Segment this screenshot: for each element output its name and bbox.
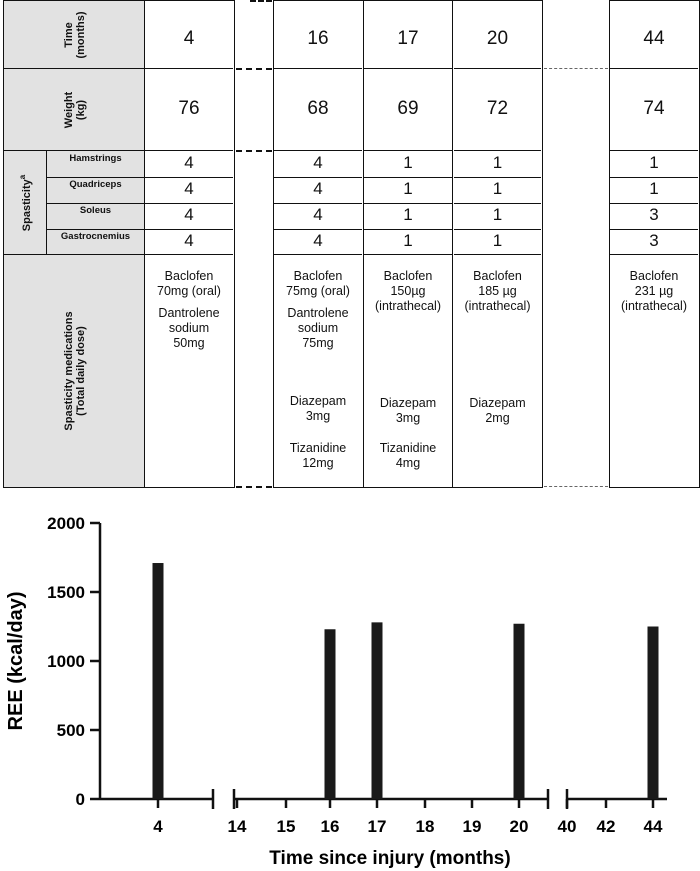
y-tick-label: 1500 [47, 583, 85, 602]
break-connector [250, 0, 272, 2]
break-connector [236, 68, 272, 70]
weight-label: Weight (kg) [62, 91, 87, 129]
weight-value: 76 [178, 98, 200, 119]
spasticity-score: 4 [184, 205, 194, 224]
row-divider [364, 177, 452, 178]
x-tick-label: 20 [509, 817, 529, 836]
spasticity-score: 4 [313, 231, 323, 250]
medication-entry: Diazepam 3mg [289, 394, 347, 423]
row-divider [610, 68, 698, 69]
column-cells [454, 1, 541, 487]
medication-entry: Baclofen 231 µg (intrathecal) [621, 269, 687, 313]
bar-month-16 [325, 629, 336, 799]
x-axis-label: Time since injury (months) [269, 848, 511, 869]
row-divider [274, 254, 362, 255]
break-connector [544, 68, 608, 69]
x-tick-label: 18 [415, 817, 435, 836]
spasticity-score: 1 [492, 179, 503, 198]
row-divider [274, 150, 362, 151]
x-tick-label: 14 [227, 817, 247, 836]
weight-value: 72 [486, 98, 509, 119]
row-divider [610, 177, 698, 178]
spasticity-score: 1 [403, 153, 413, 172]
row-divider [454, 68, 541, 69]
spasticity-score: 4 [313, 153, 323, 172]
spasticity-score: 4 [184, 179, 194, 198]
row-divider [46, 229, 145, 230]
y-tick-label: 2000 [47, 514, 85, 533]
break-connector [544, 486, 608, 487]
spasticity-score: 1 [403, 179, 413, 198]
data-column-month-4 [144, 0, 235, 488]
row-header-medications [3, 254, 146, 488]
y-tick-label: 500 [56, 721, 85, 740]
medication-entry: Dantrolene sodium 50mg [158, 306, 220, 350]
data-column-month-44 [609, 0, 700, 488]
row-divider [454, 254, 541, 255]
medication-entry: Baclofen 75mg (oral) [286, 269, 350, 298]
row-divider [145, 68, 233, 69]
spasticity-score: 3 [649, 205, 659, 224]
spasticity-score: 1 [649, 179, 659, 198]
weight-value: 74 [643, 98, 665, 119]
y-tick-label: 1000 [47, 652, 85, 671]
spasticity-score: 4 [313, 205, 323, 224]
row-divider [364, 254, 452, 255]
row-divider [46, 177, 145, 178]
row-divider [274, 229, 362, 230]
medication-entry: Baclofen 150µg (intrathecal) [375, 269, 441, 313]
row-divider [145, 150, 233, 151]
row-divider [145, 229, 233, 230]
row-divider [145, 177, 233, 178]
row-divider [364, 229, 452, 230]
medication-entry: Tizanidine 4mg [379, 441, 437, 470]
time-value: 4 [183, 28, 195, 49]
y-tick-label: 0 [75, 790, 85, 809]
y-axis-label: REE (kcal/day) [5, 591, 27, 731]
column-cells [364, 1, 452, 487]
x-tick-label: 42 [596, 817, 616, 836]
time-value: 16 [307, 28, 329, 49]
medication-entry: Tizanidine 12mg [289, 441, 347, 470]
x-tick-label: 15 [276, 817, 296, 836]
spasticity-score: 1 [492, 231, 503, 250]
spasticity-score: 1 [492, 205, 503, 224]
spasticity-score: 4 [313, 179, 323, 198]
time-label: Time (months) [62, 11, 87, 59]
spasticity-score: 1 [649, 153, 659, 172]
column-divider [452, 1, 453, 487]
bar-month-4 [153, 563, 164, 799]
row-header-time [3, 0, 146, 70]
time-value: 20 [486, 28, 509, 49]
x-tick-label: 16 [320, 817, 340, 836]
row-divider [364, 150, 452, 151]
ree-bar-chart [0, 491, 700, 871]
bar-month-20 [514, 624, 525, 799]
spasticity-score: 3 [649, 231, 659, 250]
spasticity-label: Spasticity$^a$ [18, 174, 33, 231]
muscle-label: Hamstrings [69, 153, 122, 164]
row-divider [46, 203, 145, 204]
chart-bars [153, 563, 659, 799]
row-header-weight [3, 68, 146, 152]
row-divider [454, 177, 541, 178]
break-connector [236, 486, 272, 488]
muscle-labels [46, 151, 145, 254]
spasticity-score: 4 [184, 231, 194, 250]
medication-entry: Baclofen 70mg (oral) [157, 269, 221, 298]
time-value: 17 [397, 28, 419, 49]
column-cells [610, 1, 698, 487]
bar-month-17 [372, 622, 383, 799]
row-divider [145, 254, 233, 255]
muscle-label: Gastrocnemius [60, 231, 131, 242]
x-tick-label: 19 [462, 817, 482, 836]
row-divider [610, 150, 698, 151]
spasticity-score: 1 [403, 231, 413, 250]
spasticity-score: 4 [184, 153, 194, 172]
weight-value: 69 [397, 98, 419, 119]
column-divider [363, 1, 364, 487]
spasticity-footnote-marker: a [18, 174, 28, 179]
row-header-spasticity [3, 150, 146, 256]
row-divider [364, 203, 452, 204]
column-cells [274, 1, 362, 487]
medication-entry: Dantrolene sodium 75mg [287, 306, 349, 350]
row-divider [274, 68, 362, 69]
x-tick-label: 44 [643, 817, 663, 836]
medication-entry: Baclofen 185 µg (intrathecal) [464, 269, 531, 313]
medication-entry: Diazepam 2mg [469, 396, 526, 425]
muscle-label: Soleus [79, 205, 112, 216]
row-divider [454, 150, 541, 151]
medications-label: Spasticity medications (Total daily dose) [62, 311, 87, 431]
column-cells [145, 1, 233, 487]
bar-month-44 [648, 627, 659, 800]
x-tick-label: 4 [153, 817, 163, 836]
data-column-group-months-16-20 [273, 0, 543, 488]
spasticity-score: 1 [403, 205, 413, 224]
row-divider [610, 203, 698, 204]
time-value: 44 [643, 28, 665, 49]
row-divider [610, 254, 698, 255]
muscle-label: Quadriceps [69, 179, 122, 190]
row-divider [145, 203, 233, 204]
row-divider [364, 68, 452, 69]
spasticity-score: 1 [492, 153, 503, 172]
row-divider [454, 203, 541, 204]
row-divider [610, 229, 698, 230]
medication-entry: Diazepam 3mg [379, 396, 437, 425]
weight-value: 68 [307, 98, 329, 119]
row-divider [274, 203, 362, 204]
row-divider [454, 229, 541, 230]
row-divider [274, 177, 362, 178]
break-connector [236, 150, 272, 152]
spasticity-label-cell [4, 151, 47, 254]
x-tick-label: 17 [367, 817, 387, 836]
x-tick-label: 40 [557, 817, 577, 836]
